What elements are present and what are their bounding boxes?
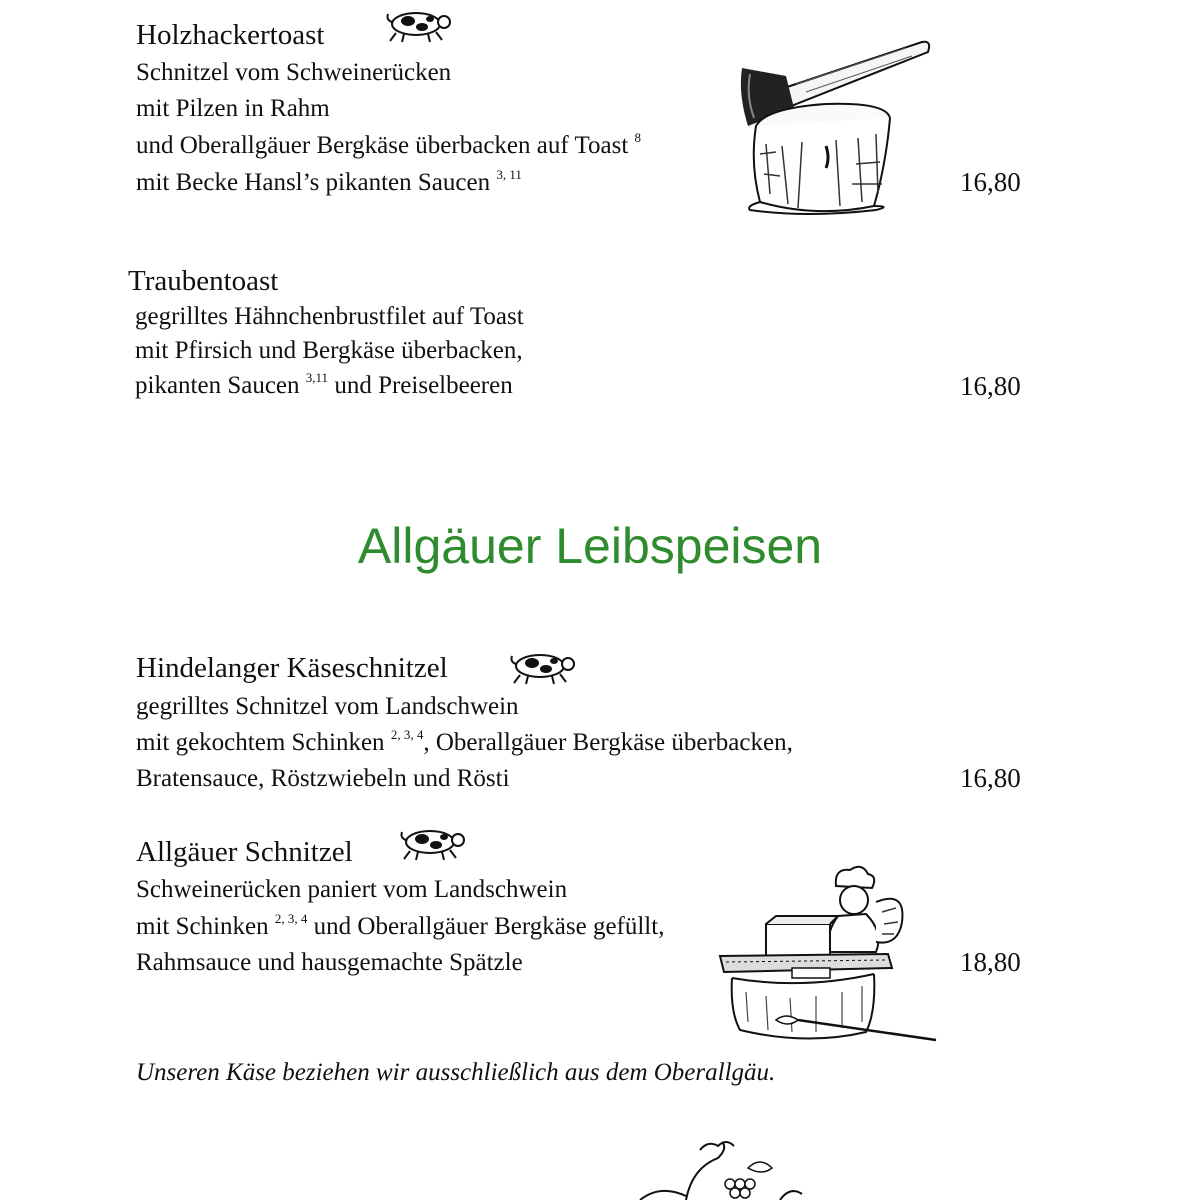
- item-desc-line: und Oberallgäuer Bergkäse überbacken auf Toast $^8$: [136, 130, 642, 159]
- item-desc-line: gegrilltes Schnitzel vom Landschwein: [136, 693, 519, 720]
- item-price: 16,80: [960, 763, 1021, 793]
- allergen-footnote: 2, 3, 4: [390, 727, 424, 742]
- item-price: 16,80: [960, 371, 1021, 401]
- allergen-footnote: 3,11: [305, 370, 329, 385]
- cow-icon: [398, 824, 466, 862]
- item-desc-line: Schnitzel vom Schweinerücken: [136, 59, 452, 86]
- item-desc-line: mit gekochtem Schinken $^{2, 3, 4}$, Oberallgäuer Bergkäse überbacken,: [136, 727, 793, 756]
- allergen-footnote: 3, 11: [496, 167, 522, 182]
- item-desc-line: Rahmsauce und hausgemachte Spätzle: [136, 949, 523, 976]
- cook-with-spaetzle-press-illustration: [716, 862, 942, 1048]
- grapevine-ornament-icon: [630, 1138, 810, 1200]
- item-desc-line: Schweinerücken paniert vom Landschwein: [136, 876, 568, 903]
- item-desc-line: Bratensauce, Röstzwiebeln und Rösti: [136, 765, 510, 792]
- item-price: 18,80: [960, 947, 1021, 977]
- allergen-footnote: 2, 3, 4: [274, 911, 308, 926]
- item-desc-line: mit Pfirsich und Bergkäse überbacken,: [135, 337, 523, 364]
- item-title: Hindelanger Käseschnitzel: [136, 652, 448, 684]
- item-title: Holzhackertoast: [136, 19, 325, 51]
- cow-icon: [508, 648, 576, 686]
- cheese-origin-note: Unseren Käse beziehen wir ausschließlich aus dem Oberallgäu.: [136, 1059, 776, 1086]
- axe-in-stump-illustration: [736, 34, 936, 218]
- allergen-footnote: 8: [634, 130, 642, 145]
- item-desc-line: mit Schinken $^{2, 3, 4}$ und Oberallgäuer Bergkäse gefüllt,: [136, 911, 665, 940]
- section-heading: Allgäuer Leibspeisen: [357, 518, 823, 574]
- cow-icon: [384, 6, 452, 44]
- item-desc-line: pikanten Saucen $^{3,11}$ und Preiselbeeren: [135, 370, 513, 399]
- item-desc-line: mit Pilzen in Rahm: [136, 95, 330, 122]
- item-title: Allgäuer Schnitzel: [136, 836, 353, 868]
- item-price: 16,80: [960, 167, 1021, 197]
- item-title: Traubentoast: [128, 265, 279, 297]
- item-desc-line: gegrilltes Hähnchenbrustfilet auf Toast: [135, 303, 524, 330]
- item-desc-line: mit Becke Hansl’s pikanten Saucen $^{3, 11}$: [136, 167, 522, 196]
